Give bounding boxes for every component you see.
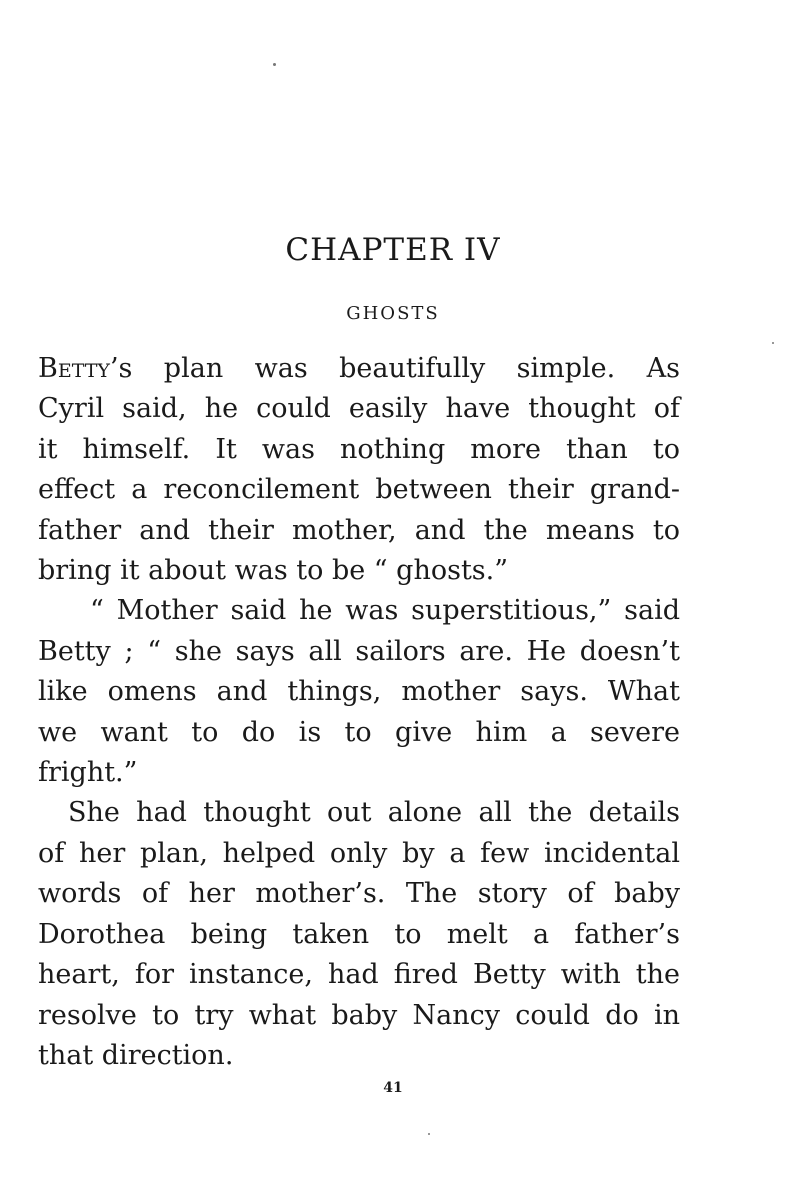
text-line: Cyril said, he could easily have thought of [38, 393, 680, 425]
paragraph-1 [38, 349, 680, 591]
text-line: Dorothea being taken to melt a father’s [38, 918, 680, 950]
text-line: we want to do is to give him a severe [38, 716, 680, 748]
text-line: Betty’s plan was beautifully simple. As [38, 353, 680, 384]
paragraph-3 [38, 793, 680, 1076]
text-line: like omens and things, mother says. What [38, 676, 680, 708]
text-line: heart, for instance, had fired Betty with the [38, 959, 680, 991]
paper-speck [428, 1133, 430, 1135]
page-number: 41 [383, 1080, 403, 1096]
paper-speck [772, 342, 774, 344]
text-line: resolve to try what baby Nancy could do in [38, 999, 680, 1031]
text-line: that direction. [38, 1039, 234, 1071]
paper-speck [273, 63, 276, 66]
text-line: effect a reconcilement between their grand- [38, 474, 680, 506]
text-line: “ Mother said he was superstitious,” said [90, 595, 680, 627]
text-line: fright.” [38, 757, 138, 789]
chapter-subtitle: GHOSTS [346, 303, 440, 324]
body-text [38, 349, 680, 1076]
text-line: it himself. It was nothing more than to [38, 433, 680, 465]
text-line: She had thought out alone all the details [68, 797, 680, 829]
text-line: Betty ; “ she says all sailors are. He doesn’t [38, 635, 680, 667]
chapter-title: CHAPTER IV [285, 232, 501, 268]
text-line: father and their mother, and the means to [38, 514, 680, 546]
paragraph-2 [38, 591, 680, 793]
text-line: bring it about was to be “ ghosts.” [38, 555, 509, 587]
text-line: words of her mother’s. The story of baby [38, 878, 680, 910]
text-line: of her plan, helped only by a few incidental [38, 837, 680, 869]
lead-word: Betty [38, 353, 110, 384]
